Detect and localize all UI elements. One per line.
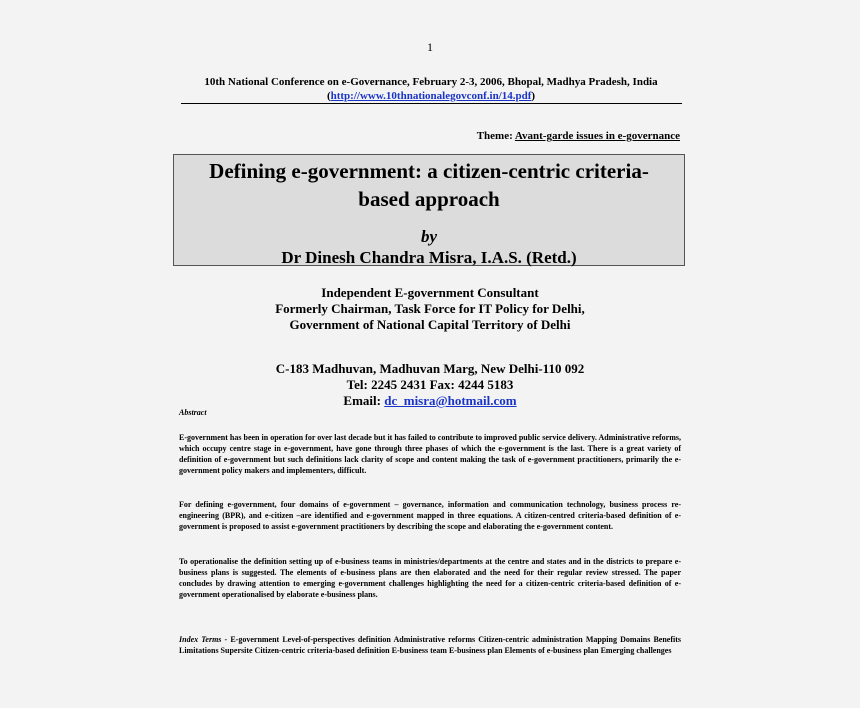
index-terms-label: Index Terms <box>179 635 222 644</box>
index-terms-text: - E-government Level-of-perspectives definition Administrative reforms Citizen-centric administration Mapping Domains Benefits Limitations Supersite Citizen-centric criteria-based definition E-business team E-business plan Elements of e-business plan Emerging challenges <box>179 635 682 655</box>
paper-title: Defining e-government: a citizen-centric criteria- based approach <box>209 159 649 211</box>
email-line: Email: dc_misra@hotmail.com <box>343 393 517 408</box>
phone-fax: Tel: 2245 2431 Fax: 4244 5183 <box>346 377 514 392</box>
conference-url-link[interactable]: http://www.10thnationalegovconf.in/14.pdf <box>330 90 532 102</box>
abstract-paragraph: To operationalise the definition setting up of e-business teams in ministries/departments at the centre and states and in the districts to prepare e-business plans is suggested. The elements of e-business plans are then elaborated and the need for their regular review stressed. The paper concludes by drawing attention to emerging e-government challenges highlighting the need for a citizen-centric criteria-based definition of e-government operationalised by elaborate e-business plans. <box>179 557 681 599</box>
affiliation-line: Government of National Capital Territory of Delhi <box>289 317 571 332</box>
conference-line: 10th National Conference on e-Governance, February 2-3, 2006, Bhopal, Madhya Pradesh, India <box>204 76 658 88</box>
abstract-paragraph: E-government has been in operation for over last decade but it has failed to contribute to improved public service delivery. Administrative reforms, which occupy centre stage in e-government, have gone through three phases of which the e-government is the last. There is a great variety of definition of e-government but such definitions lack clarity of scope and content making the task of e-government practitioners, primarily the e-government policy makers and implementers, difficult. <box>179 433 681 475</box>
title-box <box>173 154 685 266</box>
contact-block <box>0 361 860 409</box>
theme-line <box>477 130 680 142</box>
index-terms <box>179 634 681 656</box>
header-rule <box>181 103 682 104</box>
affiliation-line: Formerly Chairman, Task Force for IT Policy for Delhi, <box>275 301 585 316</box>
page-number: 1 <box>427 40 433 54</box>
author-name: Dr Dinesh Chandra Misra, I.A.S. (Retd.) <box>281 248 577 267</box>
theme-label: Theme: <box>476 130 515 142</box>
email-link[interactable]: dc_misra@hotmail.com <box>384 393 517 408</box>
by-line: by <box>420 227 438 246</box>
affiliation <box>0 285 860 333</box>
affiliation-line: Independent E-government Consultant <box>321 285 539 300</box>
theme-value: Avant-garde issues in e-governance <box>514 130 680 142</box>
address: C-183 Madhuvan, Madhuvan Marg, New Delhi-110 092 <box>275 361 585 376</box>
abstract-paragraph: For defining e-government, four domains of e-government – governance, information and communication technology, business process re-engineering (BPR), and e-citizen –are identified and e-government mapped in three equations. A citizen-centred criteria-based definition of e-government is proposed to assist e-government practitioners by describing the scope and elaborating the e-government content. <box>179 500 681 531</box>
conference-header <box>181 75 681 103</box>
abstract-heading: Abstract <box>179 408 207 417</box>
conference-url-line: (http://www.10thnationalegovconf.in/14.pdf) <box>326 90 536 102</box>
